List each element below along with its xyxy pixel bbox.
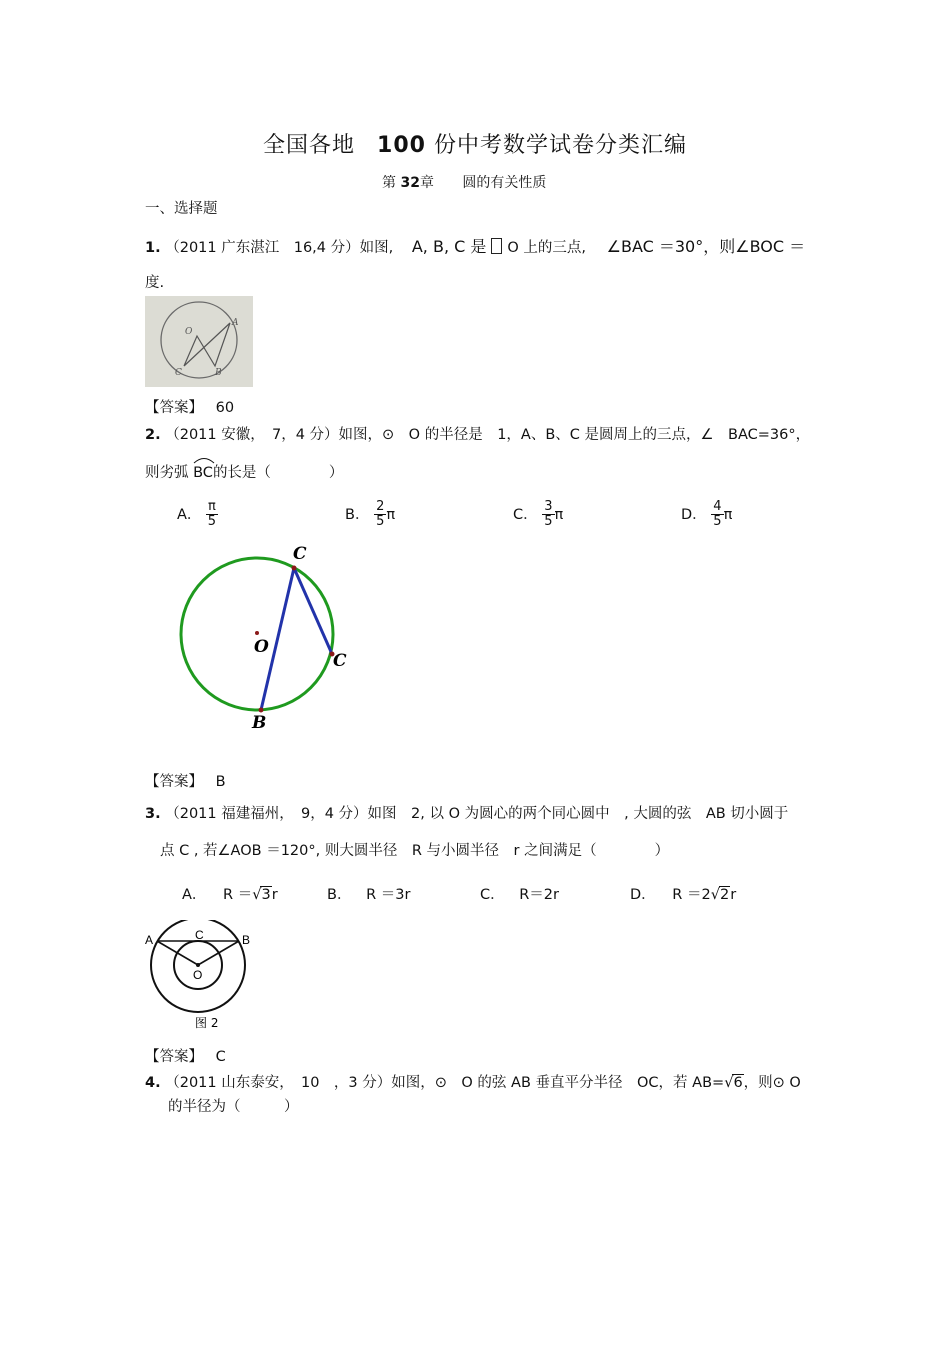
point-c-right-label: C xyxy=(333,651,347,671)
option-label: B． xyxy=(345,506,370,523)
q1-photo-figure xyxy=(145,296,253,387)
point-c-label: C xyxy=(195,928,204,942)
option-label: C． xyxy=(513,506,538,523)
answer-value: C xyxy=(215,1049,226,1065)
sqrt-sign: √ xyxy=(724,1075,734,1091)
chapter-label: 章 xyxy=(419,175,434,191)
answer-1 xyxy=(145,396,234,417)
question-text: 的长是（ ） xyxy=(212,465,344,481)
point-c-label: C xyxy=(175,368,182,378)
option-label: D． xyxy=(681,506,707,523)
numerator: π xyxy=(208,499,216,514)
point-b-label: B xyxy=(215,368,222,378)
numerator: 2 xyxy=(376,499,385,514)
option-fraction xyxy=(374,500,386,530)
point-b-label: B xyxy=(242,933,251,947)
question-1 xyxy=(145,234,805,257)
question-text: ∠BAC ＝30°，则∠BOC ＝ xyxy=(606,237,806,256)
point-o-label: O xyxy=(254,637,269,657)
center-dot xyxy=(255,631,259,635)
option-text: R ＝2 xyxy=(672,887,711,903)
radicand: 6 xyxy=(733,1075,743,1091)
question-text: （2011 安徽， 7，4 分）如图，⊙ O 的半径是 1，A、B、C 是圆周上的三点，∠ BAC=36°， xyxy=(165,427,811,443)
denominator: 5 xyxy=(713,514,722,530)
option-fraction xyxy=(711,500,723,530)
question-text: （2011 山东泰安， 10 ，3 分）如图，⊙ O 的弦 AB 垂直平分半径 OC，若 AB= xyxy=(165,1075,725,1091)
option-fraction xyxy=(206,500,218,530)
question-number: 4. xyxy=(145,1075,161,1091)
question-text: A, B, C 是 xyxy=(411,237,487,256)
point-c-top-label: C xyxy=(293,544,307,564)
question-4-line2: 的半径为（ ） xyxy=(168,1099,299,1115)
section-heading: 一、选择题 xyxy=(145,201,218,217)
answer-value: B xyxy=(215,774,226,790)
arc-label: BC xyxy=(193,465,213,481)
option-c xyxy=(480,883,559,904)
option-label: A． xyxy=(182,887,207,903)
question-text: 则劣弧 xyxy=(145,465,189,481)
option-label: D． xyxy=(630,887,656,903)
answer-label: 【答案】 xyxy=(145,1049,203,1065)
vertex-dot xyxy=(292,566,297,571)
option-text: R ＝ xyxy=(223,887,253,903)
question-4 xyxy=(145,1071,801,1092)
question-text: ，则⊙ O xyxy=(743,1075,801,1091)
option-fraction xyxy=(542,500,554,530)
arc-mark xyxy=(193,456,215,464)
q3-concentric-figure xyxy=(140,920,265,1035)
option-b xyxy=(345,500,395,530)
question-2 xyxy=(145,423,810,444)
chapter-label: 第 xyxy=(382,175,396,191)
denominator: 5 xyxy=(207,514,217,530)
page-title xyxy=(263,128,687,159)
option-label: C． xyxy=(480,887,505,903)
pi-symbol: π xyxy=(554,506,564,523)
radius-ob xyxy=(198,941,239,965)
chapter-heading xyxy=(382,172,546,192)
title-number: 100 xyxy=(377,133,426,158)
option-b xyxy=(327,883,410,904)
pi-symbol: π xyxy=(386,506,396,523)
center-dot xyxy=(196,963,200,967)
option-d xyxy=(630,883,736,904)
question-3 xyxy=(145,802,788,823)
denominator: 5 xyxy=(544,514,553,530)
question-number: 2. xyxy=(145,427,161,443)
option-d xyxy=(681,500,732,530)
question-2-line2 xyxy=(145,461,343,482)
sqrt-sign: √ xyxy=(710,887,720,903)
question-text: O 上的三点, xyxy=(507,240,587,256)
question-number: 1. xyxy=(145,240,161,256)
chapter-number: 32 xyxy=(400,175,420,191)
answer-label: 【答案】 xyxy=(145,774,203,790)
title-part: 全国各地 xyxy=(263,133,356,158)
option-a xyxy=(182,883,278,904)
point-b-label: B xyxy=(252,713,267,733)
numerator: 3 xyxy=(544,499,553,514)
numerator: 4 xyxy=(713,499,722,514)
option-text: r xyxy=(271,887,278,903)
option-text: R ＝3r xyxy=(366,887,411,903)
vertex-dot xyxy=(259,708,264,713)
point-a-label: A xyxy=(145,933,154,947)
option-text: r xyxy=(730,887,737,903)
point-o-label: O xyxy=(193,968,203,982)
denominator: 5 xyxy=(376,514,385,530)
sqrt-sign: √ xyxy=(252,887,262,903)
answer-value: 60 xyxy=(215,400,235,416)
question-text: （2011 福建福州， 9，4 分）如图 2, 以 O 为圆心的两个同心圆中 , 大圆的弦 AB 切小圆于 xyxy=(165,806,789,822)
answer-3 xyxy=(145,1045,226,1066)
question-number: 3. xyxy=(145,806,161,822)
radicand: 3 xyxy=(261,887,271,903)
arc-bc xyxy=(193,465,213,481)
radicand: 2 xyxy=(719,887,730,903)
pi-symbol: π xyxy=(723,506,733,523)
question-1-tail: 度. xyxy=(145,275,165,291)
q2-circle-figure xyxy=(170,540,370,735)
question-3-line2: 点 C , 若∠AOB ＝120°, 则大圆半径 R 与小圆半径 r 之间满足（ ） xyxy=(160,843,670,859)
question-source: （2011 广东湛江 16,4 分）如图, xyxy=(165,240,394,256)
placeholder-box xyxy=(491,238,502,254)
radius-oa xyxy=(157,941,198,965)
option-label: A． xyxy=(177,506,202,523)
answer-2 xyxy=(145,770,226,791)
title-part: 份中考数学试卷分类汇编 xyxy=(433,133,687,158)
answer-label: 【答案】 xyxy=(145,400,203,416)
figure-caption: 图 2 xyxy=(195,1016,219,1030)
chapter-name: 圆的有关性质 xyxy=(462,175,547,191)
option-c xyxy=(513,500,563,530)
option-text: R＝2r xyxy=(519,887,559,903)
point-a-label: A xyxy=(232,318,239,328)
option-a xyxy=(177,500,218,530)
point-o-label: O xyxy=(185,327,193,337)
option-label: B． xyxy=(327,887,352,903)
